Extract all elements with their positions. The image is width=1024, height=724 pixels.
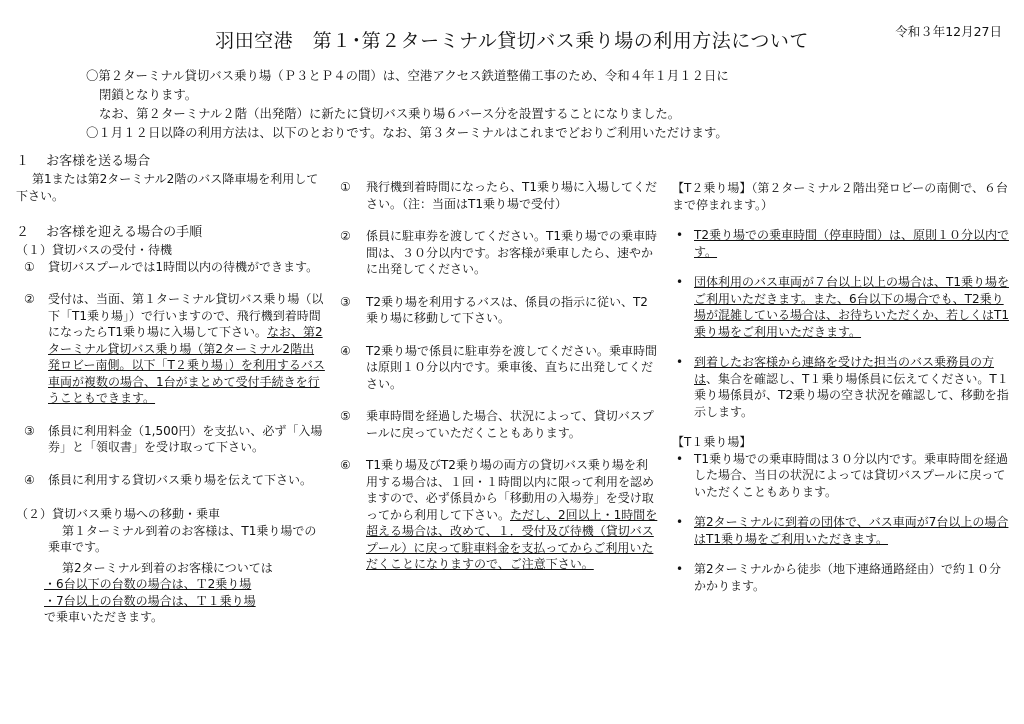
bullet-text bbox=[694, 514, 1012, 547]
document-title: 羽田空港 第１･第２ターミナル貸切バス乗り場の利用方法について bbox=[215, 30, 809, 52]
bullet-dot: • bbox=[676, 515, 684, 529]
item-text-underlined: なお、第2ターミナル貸切バス乗り場（第2ターミナル2階出発ロビー南側。以下「T２乗り場」）を利用するバス車両が複数の場合、1台がまとめて受付手続きを行うこともできます。 bbox=[48, 325, 325, 405]
item-text bbox=[366, 457, 658, 573]
left-column bbox=[16, 153, 326, 626]
paragraph: 第１ターミナル到着のお客様は、T1乗り場での乗車です。 bbox=[48, 523, 317, 554]
item-number: ① bbox=[24, 259, 35, 274]
intro-line: なお、第２ターミナル２階（出発階）に新たに貸切バス乗り場６バース分を設置することになりました。 bbox=[99, 106, 681, 121]
right-column bbox=[672, 180, 1012, 608]
list-item bbox=[340, 457, 658, 573]
bullet-dot: • bbox=[676, 275, 684, 289]
bullet-item bbox=[672, 274, 1012, 340]
section2-heading: ２ お客様を迎える場合の手順 bbox=[16, 225, 203, 240]
bullet-dot: • bbox=[676, 451, 684, 466]
paragraph-underlined: ・7台以上の台数の場合は、Ｔ１乗り場 bbox=[44, 593, 256, 608]
bullet-text bbox=[694, 274, 1012, 340]
item-number: ④ bbox=[24, 472, 35, 487]
bullet-text bbox=[694, 354, 1012, 420]
paragraph: 第2ターミナル到着のお客様については bbox=[62, 560, 273, 575]
subsection-heading: （２）貸切バス乗り場への移動・乗車 bbox=[16, 507, 221, 521]
bullet-text bbox=[694, 451, 1012, 501]
intro-block bbox=[86, 66, 986, 142]
list-item bbox=[340, 294, 658, 327]
middle-column bbox=[340, 179, 658, 573]
item-text: 貸切バスプールでは1時間以内の待機ができます。 bbox=[48, 259, 319, 274]
list-item bbox=[16, 291, 326, 407]
intro-line: 〇第２ターミナル貸切バス乗り場（Ｐ３とＰ４の間）は、空港アクセス鉄道整備工事のため、令和４年１月１２日に bbox=[86, 68, 729, 83]
intro-line: 〇１月１２日以降の利用方法は、以下のとおりです。なお、第３ターミナルはこれまでどおりご利用いただけます。 bbox=[86, 125, 728, 140]
bullet-item bbox=[672, 451, 1012, 501]
section1-text: 第1または第2ターミナル2階のバス降車場を利用して下さい。 bbox=[16, 172, 319, 203]
item-number: ④ bbox=[340, 343, 351, 358]
item-number: ③ bbox=[24, 423, 35, 438]
list-item bbox=[340, 179, 658, 212]
bullet-text-underlined: 到着したお客様から連絡を受けた担当のバス乗務員の方は bbox=[694, 355, 995, 386]
item-number: ⑤ bbox=[340, 409, 351, 423]
item-text: T2乗り場を利用するバスは、係員の指示に従い、T2乗り場に移動して下さい。 bbox=[366, 294, 648, 325]
list-item bbox=[16, 472, 326, 489]
bullet-item bbox=[672, 561, 1012, 594]
bullet-dot: • bbox=[676, 562, 684, 576]
list-item bbox=[16, 259, 326, 276]
item-text bbox=[48, 291, 326, 407]
item-text-part: 受付は、当面、第１ターミナル貸切バス乗り場（以下「T1乗り場」）で行いますので、飛行機到着時間になったらT1乗り場に入場して下さい。 bbox=[48, 292, 324, 339]
bullet-text-underlined: 第2ターミナルに到着の団体で、バス車両が7台以上の場合はT1乗り場をご利用いただきます。 bbox=[694, 515, 1009, 546]
list-item bbox=[16, 423, 326, 456]
bullet-item bbox=[672, 227, 1012, 260]
section1-heading: １ お客様を送る場合 bbox=[16, 154, 151, 169]
bullet-text-plain: T1乗り場での乗車時間は３０分以内です。乗車時間を経過した場合、当日の状況によっては貸切バスプールに戻っていただくこともあります。 bbox=[694, 451, 1009, 499]
bullet-item bbox=[672, 354, 1012, 420]
item-number: ⑥ bbox=[340, 458, 351, 472]
bullet-dot: • bbox=[676, 355, 684, 369]
t2-heading: 【T２乗り場】（第２ターミナル２階出発ロビーの南側で、６台まで停まれます。） bbox=[672, 181, 1009, 212]
bullet-text bbox=[694, 227, 1012, 260]
list-item bbox=[340, 343, 658, 393]
item-text: 係員に利用料金（1,500円）を支払い、必ず「入場券」と「領収書」を受け取って下さい。 bbox=[48, 423, 323, 454]
subsection-heading: （１）貸切バスの受付・待機 bbox=[16, 243, 173, 257]
item-text: 係員に利用する貸切バス乗り場を伝えて下さい。 bbox=[48, 472, 313, 487]
t1-heading: 【T１乗り場】 bbox=[672, 435, 752, 449]
item-number: ③ bbox=[340, 294, 351, 309]
list-item bbox=[340, 228, 658, 278]
intro-line: 閉鎖となります。 bbox=[99, 87, 198, 102]
list-item bbox=[340, 408, 658, 441]
item-text: 飛行機到着時間になったら、T1乗り場に入場してください。（注：当面はT1乗り場で受付） bbox=[366, 180, 657, 211]
item-text-underlined: ただし、2回以上・1時間を超える場合は、改めて、１．受付及び待機（貸切バスプール）に戻って駐車料金を支払ってからご利用いただくことになりますので、ご注意下さい。 bbox=[366, 507, 658, 571]
document-date: 令和３年12月27日 bbox=[895, 24, 1002, 39]
bullet-text-plain: 第2ターミナルから徒歩（地下連絡通路経由）で約１０分かかります。 bbox=[694, 562, 1002, 593]
bullet-text-plain: 、集合を確認し、T１乗り場係員に伝えてください。T１乗り場係員が、T2乗り場の空き状況を確認して、移動を指示します。 bbox=[694, 371, 1009, 419]
paragraph-underlined: ・6台以下の台数の場合は、Ｔ2乗り場 bbox=[44, 577, 252, 591]
item-number: ① bbox=[340, 180, 351, 194]
item-text: 係員に駐車券を渡してください。T1乗り場での乗車時間は、３０分以内です。お客様が乗車したら、速やかに出発してください。 bbox=[366, 229, 657, 276]
bullet-dot: • bbox=[676, 228, 684, 242]
item-text-part: T1乗り場及びT2乗り場の両方の貸切バス乗り場を利用する場合は、１回・１時間以内に限って利用を認めますので、必ず係員から「移動用の入場券」を受け取ってから利用して下さい。 bbox=[366, 458, 655, 522]
bullet-text-underlined: 団体利用のバス車両が７台以上以上の場合は、T1乗り場をご利用いただきます。また、6台以下の場合でも、T2乗り場が混雑している場合は、お待ちいただくか、若しくはT1乗り場をご利用いただきます。 bbox=[694, 275, 1009, 339]
item-number: ② bbox=[24, 292, 35, 306]
paragraph: で乗車いただきます。 bbox=[44, 610, 164, 624]
item-text: 乗車時間を経過した場合、状況によって、貸切バスプールに戻っていただくこともあります。 bbox=[366, 409, 654, 440]
item-number: ② bbox=[340, 229, 351, 243]
bullet-text-underlined: T2乗り場での乗車時間（停車時間）は、原則１０分以内です。 bbox=[694, 228, 1009, 259]
bullet-item bbox=[672, 514, 1012, 547]
bullet-text bbox=[694, 561, 1012, 594]
item-text: T2乗り場で係員に駐車券を渡してください。乗車時間は原則１０分以内です。乗車後、直ちに出発してください。 bbox=[366, 343, 657, 391]
